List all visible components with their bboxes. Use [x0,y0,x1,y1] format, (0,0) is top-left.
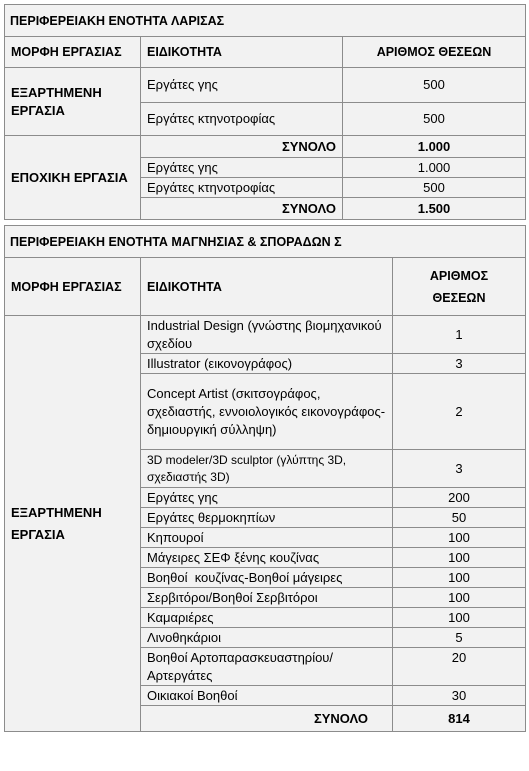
table-cell-positions: 1.000 [343,158,526,178]
table-cell-specialty: Industrial Design (γνώστης βιομηχανικού σχεδίου [141,316,393,354]
header-form: ΜΟΡΦΗ ΕΡΓΑΣΙΑΣ [5,37,141,68]
table-cell-specialty: Εργάτες κτηνοτροφίας [141,178,343,198]
table-cell-specialty: 3D modeler/3D sculptor (γλύπτης 3D, σχεδιαστής 3D) [141,450,393,488]
table-cell-positions: 100 [393,588,526,608]
table-cell-specialty: Καμαριέρες [141,608,393,628]
table-cell-positions: 500 [343,178,526,198]
table-cell-specialty: Εργάτες γης [141,488,393,508]
table-cell-specialty: Εργάτες γης [141,158,343,178]
magnesia-title: ΠΕΡΙΦΕΡΕΙΑΚΗ ΕΝΟΤΗΤΑ ΜΑΓΝΗΣΙΑΣ & ΣΠΟΡΑΔΩΝ Σ [5,226,526,258]
table-cell-positions: 100 [393,608,526,628]
total-label: ΣΥΝΟΛΟ [141,136,343,158]
total-label: ΣΥΝΟΛΟ [141,706,393,732]
table-cell-specialty: Εργάτες κτηνοτροφίας [141,103,343,136]
table-cell-positions: 2 [393,374,526,450]
table-cell-positions: 100 [393,548,526,568]
larisa-table [4,4,526,220]
header-positions [393,258,526,316]
total-value: 814 [393,706,526,732]
magnesia-table [4,225,526,732]
document [4,4,525,732]
table-cell-specialty: Οικιακοί Βοηθοί [141,686,393,706]
header-positions: ΑΡΙΘΜΟΣ ΘΕΣΕΩΝ [343,37,526,68]
total-value: 1.000 [343,136,526,158]
table-cell-specialty: Λινοθηκάριοι [141,628,393,648]
table-cell-positions: 30 [393,686,526,706]
table-cell-specialty: Εργάτες γης [141,68,343,103]
magnesia-dependent-label [5,316,141,732]
table-cell-positions: 500 [343,68,526,103]
table-cell-specialty: Concept Artist (σκιτσογράφος, σχεδιαστής, εννοιολογικός εικονογράφος- δημιουργική σύλληψη) [141,374,393,450]
table-cell-specialty: Βοηθοί Αρτοπαρασκευαστηρίου/Αρτεργάτες [141,648,393,686]
header-positions-line1: ΑΡΙΘΜΟΣ [429,268,489,283]
table-cell-specialty: Κηπουροί [141,528,393,548]
total-label: ΣΥΝΟΛΟ [141,198,343,220]
table-cell-positions: 1 [393,316,526,354]
table-cell-positions: 20 [393,648,526,686]
table-cell-positions: 5 [393,628,526,648]
table-cell-positions: 3 [393,450,526,488]
table-cell-positions: 100 [393,528,526,548]
table-cell-specialty: Σερβιτόροι/Βοηθοί Σερβιτόροι [141,588,393,608]
header-form: ΜΟΡΦΗ ΕΡΓΑΣΙΑΣ [5,258,141,316]
table-cell-specialty: Illustrator (εικονογράφος) [141,354,393,374]
table-cell-specialty: Μάγειρες ΣΕΦ ξένης κουζίνας [141,548,393,568]
table-cell-positions: 3 [393,354,526,374]
larisa-seasonal-label: ΕΠΟΧΙΚΗ ΕΡΓΑΣΙΑ [5,136,141,220]
table-cell-positions: 100 [393,568,526,588]
larisa-title: ΠΕΡΙΦΕΡΕΙΑΚΗ ΕΝΟΤΗΤΑ ΛΑΡΙΣΑΣ [5,5,526,37]
table-cell-positions: 500 [343,103,526,136]
total-value: 1.500 [343,198,526,220]
table-cell-positions: 50 [393,508,526,528]
magnesia-dependent-label-line1: ΕΞΑΡΤΗΜΕΝΗ [11,504,102,520]
table-cell-specialty: Βοηθοί κουζίνας-Βοηθοί μάγειρες [141,568,393,588]
table-cell-positions: 200 [393,488,526,508]
header-positions-line2: ΘΕΣΕΩΝ [432,290,486,305]
larisa-dependent-label: ΕΞΑΡΤΗΜΕΝΗ ΕΡΓΑΣΙΑ [5,68,141,136]
header-specialty: ΕΙΔΙΚΟΤΗΤΑ [141,258,393,316]
magnesia-dependent-label-line2: ΕΡΓΑΣΙΑ [11,526,65,542]
header-specialty: ΕΙΔΙΚΟΤΗΤΑ [141,37,343,68]
table-cell-specialty: Εργάτες θερμοκηπίων [141,508,393,528]
